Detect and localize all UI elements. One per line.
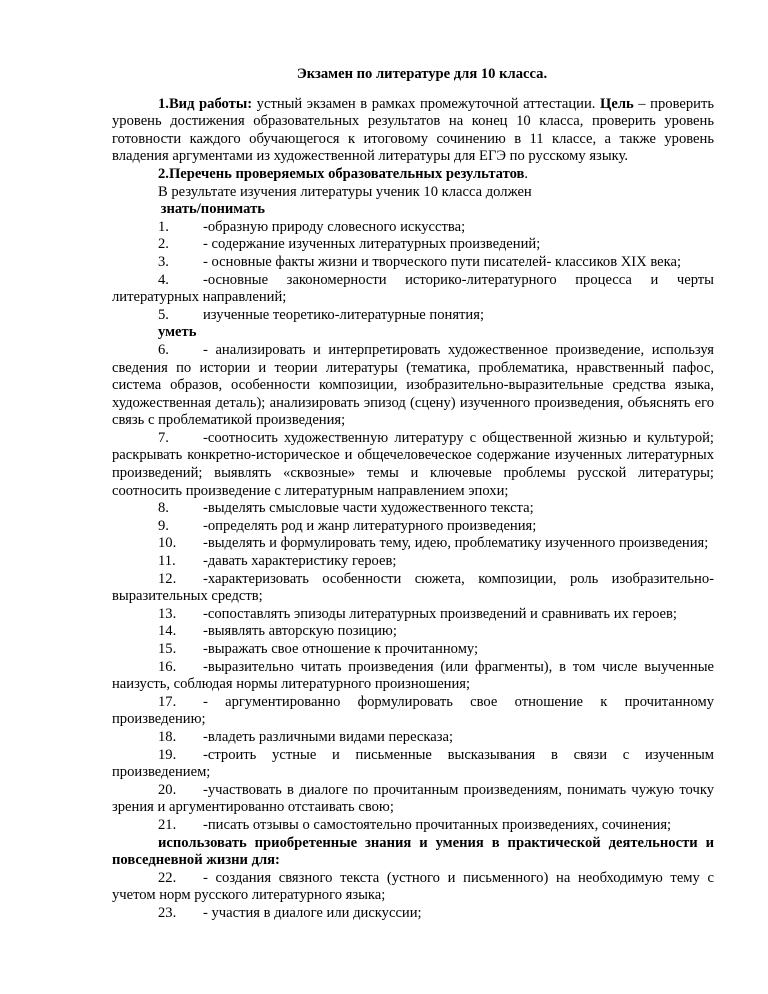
- list-item-number: 11.: [158, 553, 176, 570]
- list-item: [112, 729, 714, 747]
- section-2-heading: 2.Перечень проверяемых образовательных результатов: [158, 165, 525, 182]
- list-item: [112, 641, 714, 659]
- list-item-text: -участвовать в диалоге по прочитанным произведениям, понимать чужую точку зрения и аргументированно отстаивать свою;: [112, 781, 714, 816]
- list-item-number: 23.: [158, 904, 177, 921]
- section-2-heading-end: .: [524, 165, 529, 182]
- list-item: [112, 272, 714, 307]
- list-item: [112, 659, 714, 694]
- list-item: [112, 219, 714, 237]
- list-item-text: - содержание изученных литературных произведений;: [203, 236, 541, 253]
- list-item-number: 20.: [158, 781, 177, 798]
- list-item-number: 8.: [158, 500, 169, 517]
- list-item-number: 22.: [158, 869, 177, 886]
- list-item-text: -образную природу словесного искусства;: [203, 218, 466, 235]
- list-item-number: 3.: [158, 253, 169, 270]
- list-item-text: -писать отзывы о самостоятельно прочитанных произведениях, сочинения;: [203, 816, 672, 833]
- list-item-text: -соотносить художественную литературу с общественной жизнью и культурой; раскрывать конкретно-историческое и общечеловеческое содержание изученных литературных произведений; выявлять «сквозные» темы и ключевые проблемы русской литературы; соотносить произведение с литературным направлением эпохи;: [112, 429, 714, 499]
- know-list: [112, 219, 714, 325]
- section-1-text-b: – проверить уровень достижения образовательных результатов на конец 10 класса, проверить уровень готовности каждого обучающегося к итоговому сочинению в 11 классе, а также уровень владения аргументами из художественной литературы для ЕГЭ по русскому языку.: [112, 95, 714, 165]
- document-page: [112, 66, 714, 923]
- list-item: [112, 518, 714, 536]
- use-heading: использовать приобретенные знания и умения в практической деятельности и повседневной жизни для:: [112, 834, 714, 869]
- list-item-text: -выразительно читать произведения (или фрагменты), в том числе выученные наизусть, соблюдая нормы литературного произношения;: [112, 658, 714, 693]
- list-item: [112, 342, 714, 430]
- list-item-number: 10.: [158, 535, 177, 552]
- list-item-text: - основные факты жизни и творческого пути писателей- классиков XIX века;: [203, 253, 682, 270]
- section-1-label: 1.Вид работы:: [158, 95, 253, 112]
- list-item-number: 12.: [158, 570, 177, 587]
- list-item: [112, 307, 714, 325]
- list-item-text: -выделять смысловые части художественного текста;: [203, 500, 534, 517]
- list-item: [112, 571, 714, 606]
- can-heading: уметь: [158, 324, 197, 341]
- list-item-text: - аргументированно формулировать свое отношение к прочитанному произведению;: [112, 693, 714, 728]
- list-item-number: 17.: [158, 693, 177, 710]
- list-item-text: -сопоставлять эпизоды литературных произведений и сравнивать их героев;: [203, 605, 677, 622]
- list-item-number: 1.: [158, 218, 169, 235]
- list-item: [112, 254, 714, 272]
- section-1-text-a: устный экзамен в рамках промежуточной аттестации.: [252, 95, 600, 112]
- list-item-text: - участия в диалоге или дискуссии;: [203, 904, 422, 921]
- list-item-text: изученные теоретико-литературные понятия;: [203, 306, 485, 323]
- list-item: [112, 870, 714, 905]
- list-item: [112, 623, 714, 641]
- list-item-text: -выражать свое отношение к прочитанному;: [203, 641, 479, 657]
- section-2-heading-line: [112, 166, 714, 184]
- list-item-number: 2.: [158, 236, 169, 253]
- use-list: [112, 870, 714, 923]
- list-item-number: 15.: [158, 641, 177, 657]
- list-item-number: 21.: [158, 816, 177, 833]
- list-item-text: -характеризовать особенности сюжета, композиции, роль изобразительно-выразительных средств;: [112, 570, 714, 605]
- list-item-text: - анализировать и интерпретировать художественное произведение, используя сведения по истории и теории литературы (тематика, проблематика, нравственный пафос, система образов, особенности композиции, изобразительно-выразительные средства языка, художественная деталь); анализировать эпизод (сцену) изученного произведения, объяснять его связь с проблематикой произведения;: [112, 341, 714, 429]
- list-item-number: 6.: [158, 341, 169, 358]
- list-item: [112, 747, 714, 782]
- list-item-number: 16.: [158, 658, 177, 675]
- list-item: [112, 553, 714, 571]
- list-item: [112, 782, 714, 817]
- list-item: [112, 817, 714, 835]
- list-item-number: 7.: [158, 429, 169, 446]
- list-item-text: -выявлять авторскую позицию;: [203, 623, 397, 640]
- document-title: Экзамен по литературе для 10 класса.: [296, 66, 548, 82]
- list-item-number: 13.: [158, 605, 177, 622]
- list-item-number: 14.: [158, 623, 177, 640]
- section-1-paragraph: [112, 96, 714, 166]
- list-item: [112, 905, 714, 923]
- section-2-intro: В результате изучения литературы ученик 10 класса должен: [158, 183, 532, 200]
- list-item-text: -строить устные и письменные высказывания в связи с изученным произведением;: [112, 746, 714, 781]
- list-item-number: 19.: [158, 746, 177, 763]
- list-item-text: - создания связного текста (устного и письменного) на необходимую тему с учетом норм русского литературного языка;: [112, 869, 714, 904]
- list-item: [112, 535, 714, 553]
- list-item-text: -давать характеристику героев;: [203, 553, 397, 570]
- list-item-number: 18.: [158, 728, 177, 745]
- list-item-text: -владеть различными видами пересказа;: [203, 728, 454, 745]
- list-item: [112, 430, 714, 500]
- list-item-number: 9.: [158, 517, 169, 534]
- list-item: [112, 694, 714, 729]
- know-heading: знать/понимать: [157, 201, 265, 218]
- list-item-number: 5.: [158, 306, 169, 323]
- list-item-text: -основные закономерности историко-литературного процесса и черты литературных направлений;: [112, 271, 714, 306]
- list-item-number: 4.: [158, 271, 169, 288]
- goal-label: Цель: [600, 95, 634, 112]
- list-item-text: -определять род и жанр литературного произведения;: [203, 517, 537, 534]
- list-item: [112, 500, 714, 518]
- list-item: [112, 606, 714, 624]
- can-list: [112, 342, 714, 835]
- list-item-text: -выделять и формулировать тему, идею, проблематику изученного произведения;: [203, 535, 709, 552]
- list-item: [112, 236, 714, 254]
